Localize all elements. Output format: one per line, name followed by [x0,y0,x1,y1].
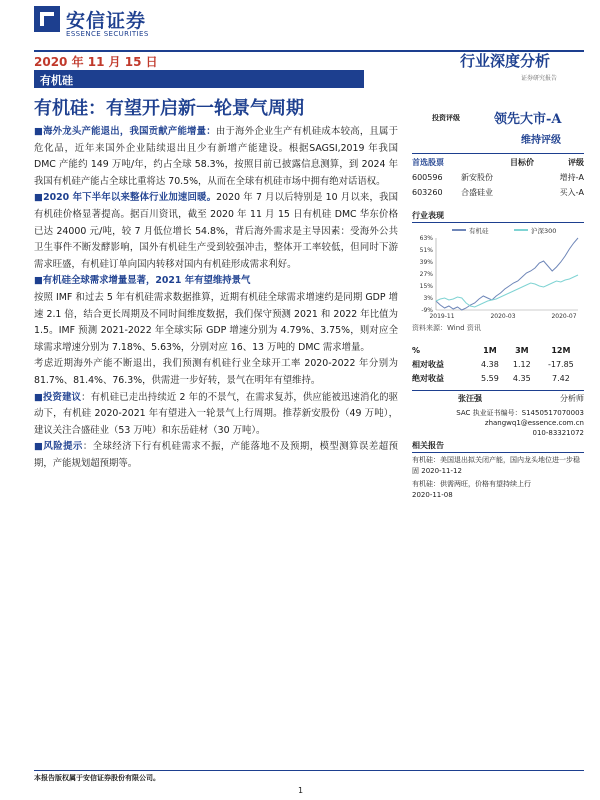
cell: 4.35 [512,373,531,383]
rating-label: 投资评级 [432,114,460,122]
y-tick-label: 51% [419,247,433,254]
category-bar [34,70,364,88]
divider [412,452,584,453]
analyst-role: 分析师 [560,394,584,403]
legend-label: 有机硅 [469,227,489,235]
paragraph: ■有机硅全球需求增量显著，2021 年有望维持景气 [34,275,251,287]
report-type: 行业深度分析 [460,52,551,70]
paragraph: ■海外龙头产能退出，我国贡献产能增量：由于海外企业生产有机硅成本较高，且属于危化品，近年来国外企业陆续退出且少有新增产能建设。根据SAGSI,2019 年我国 DMC 产能约 149 万吨/年，约占全球 58.3%，按照目前已披露信息测算，到 2024 年我国有机硅产能占全球比重将达 70.5%，从而在全球有机硅市场中拥有绝对话语权。 [34,126,398,187]
table-row [412,371,584,385]
table-header: 首选股票 [412,158,444,167]
related-list [412,455,584,501]
table-header-row [412,343,584,357]
stock-rating: 增持-A [559,173,584,182]
table-row [412,185,584,200]
analyst-info [412,408,584,438]
analyst-phone: 010-83321072 [532,429,584,437]
paragraph: ■风险提示：全球经济下行有机硅需求不振，产能落地不及预期，模型测算误差超预期，产能规划超预期等。 [34,441,398,469]
y-tick-label: 3% [423,295,433,302]
table-row [412,357,584,371]
cell: 4.38 [481,359,499,369]
analyst-sac: SAC 执业证书编号：S1450517070003 [456,409,584,417]
x-tick-label: 2019-11 [429,313,455,320]
footer-text: 本报告版权属于安信证券股份有限公司。 [34,774,160,782]
row-label: 绝对收益 [412,373,444,383]
rating-value: 领先大市-A [494,112,562,127]
table-row [412,170,584,185]
x-tick-label: 2020-03 [490,313,516,320]
report-subtype: 证券研究报告 [521,75,558,82]
y-tick-label: 63% [419,235,433,242]
list-item[interactable]: 有机硅：美国退出拟关闭产能，国内龙头地位进一步稳固 2020-11-12 [412,456,580,475]
stock-name: 新安股份 [460,173,493,182]
page-number: 1 [298,786,304,795]
stock-table [412,155,584,200]
table-header: % [412,345,421,355]
paragraph: 按照 IMF 和过去 5 年有机硅需求数据推算，近期有机硅全球需求增速约是同期 GDP 增速 2.1 倍，结合更长周期及不同时间维度数据，我们保守预测 2021 和 2022 年比值为 1.5。IMF 预测 2021-2022 年全球实际 GDP 增速分别为 4.79%、3.75%，则对应全球需求增速分别为 7.18%、5.63%，分别对应 16、13 万吨的 DMC 需求增量。 [34,291,398,353]
list-item[interactable]: 有机硅：供需两旺，价格有望持续上行 2020-11-08 [412,480,531,499]
table-header: 1M [483,345,497,355]
table-header: 评级 [568,158,584,167]
table-header: 3M [515,345,529,355]
report-date: 2020 年 11 月 15 日 [34,55,158,69]
chart-source: 资料来源：Wind 资讯 [412,324,481,332]
y-tick-label: 15% [419,283,433,290]
stock-name: 合盛硅业 [460,188,493,197]
paragraph: 考虑近期海外产能不断退出，我们预测有机硅行业全球开工率 2020-2022 年分别为 81.7%、81.4%、76.3%，供需进一步好转，景气在明年有望维持。 [34,358,398,386]
divider [412,390,584,391]
logo-text: 安信证券 [66,10,147,32]
paragraph: ■2020 年下半年以来整体行业加速回暖。2020 年 7 月以后特别是 10 月以来，我国有机硅价格显著提高。据百川资讯，截至 2020 年 11 月 15 日有机硅 DMC 华东价格已达 24000 元/吨，较 7 月低位增长 54.8%，背后海外需求是主导因素：受海外公共卫生事件不断发酵影响，国外有机硅生产受到较强冲击，整体开工率较低，但同时下游需求旺盛，有机硅订单向国内转移对国内有机硅形成需求利好。 [34,192,399,270]
chart-title: 行业表现 [412,211,444,220]
legend-label: 沪深300 [531,227,557,235]
table-header-row [412,155,584,170]
series-line [436,238,578,310]
body-text [34,124,398,472]
analyst-name: 张汪强 [458,394,482,403]
stock-code: 600596 [412,173,443,182]
analyst-email: zhangwq1@essence.com.cn [484,419,584,427]
divider [412,153,584,154]
rating-sub: 维持评级 [521,135,561,146]
page-title: 有机硅：有望开启新一轮景气周期 [34,98,304,119]
divider [412,222,584,223]
cell: 7.42 [551,373,570,383]
table-header: 12M [551,345,571,355]
cell: 5.59 [481,373,499,383]
stock-code: 603260 [412,188,443,197]
related-title: 相关报告 [412,441,444,450]
y-tick-label: 27% [419,271,433,278]
y-tick-label: 39% [419,259,433,266]
x-tick-label: 2020-07 [551,313,577,320]
paragraph: ■投资建议：有机硅已走出持续近 2 年的不景气，在需求复苏，供应能被迅速消化的驱动下，有机硅 2020-2021 年有望进入一轮景气上行周期。推荐新安股份（49 万吨），建议关注合盛硅业（53 万吨）和东岳硅材（30 万吨）。 [34,391,398,436]
logo-icon [34,6,60,32]
category-label: 有机硅 [40,74,73,87]
cell: -17.85 [547,359,574,369]
table-header: 目标价 [509,158,534,167]
stock-rating: 买入-A [559,188,584,197]
row-label: 相对收益 [412,359,444,369]
footer-divider [34,770,584,771]
series-line [436,275,578,307]
logo-subtext: ESSENCE SECURITIES [66,30,149,38]
cell: 1.12 [512,359,531,369]
performance-table [412,343,584,385]
industry-chart [412,224,584,320]
y-tick-label: -9% [421,307,433,314]
